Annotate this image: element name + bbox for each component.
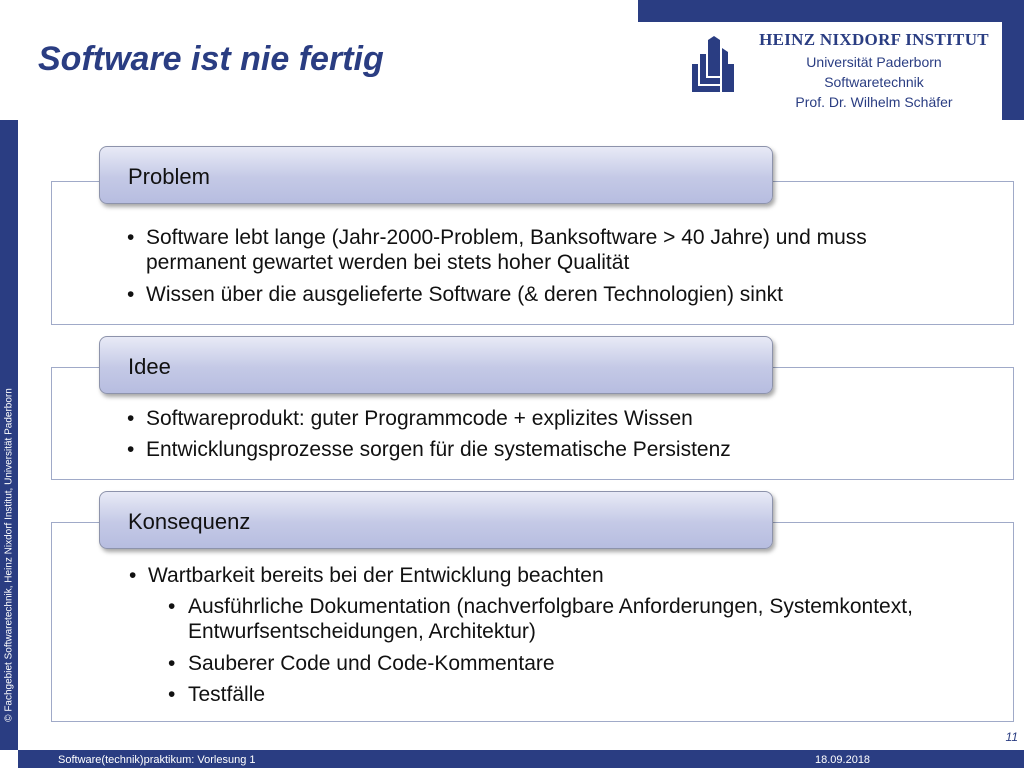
section-header-label: Konsequenz xyxy=(128,509,251,534)
sub-bullet-item xyxy=(168,651,948,676)
bullet-symbol: • xyxy=(127,283,135,306)
bullet-text: Software lebt lange (Jahr-2000-Problem, Banksoftware > 40 Jahre) und muss permanent gewartet werden bei stets hoher Qualität xyxy=(146,226,867,274)
institute-name: HEINZ NIXDORF INSTITUT xyxy=(759,30,989,49)
section-konsequenz-header xyxy=(99,491,773,549)
section-header-label: Problem xyxy=(128,164,210,189)
bullet-item xyxy=(127,282,987,307)
copyright-text: © Fachgebiet Softwaretechnik, Heinz Nixdorf Institut, Universität Paderborn xyxy=(3,388,15,722)
bullet-symbol: • xyxy=(168,652,176,675)
hni-logo-icon xyxy=(690,34,736,94)
bullet-text: Wissen über die ausgelieferte Software (& deren Technologien) sinkt xyxy=(146,283,783,306)
bullet-text: Softwareprodukt: guter Programmcode + explizites Wissen xyxy=(146,407,693,430)
professor-name: Prof. Dr. Wilhelm Schäfer xyxy=(795,94,953,110)
page-number: 11 xyxy=(1005,730,1018,744)
department-name: Softwaretechnik xyxy=(824,74,924,90)
sub-bullet-item xyxy=(168,594,948,644)
right-decor-strip xyxy=(1002,0,1024,120)
bullet-symbol: • xyxy=(127,226,135,249)
section-header-label: Idee xyxy=(128,354,171,379)
bullet-item xyxy=(129,563,989,588)
footer-course: Software(technik)praktikum: Vorlesung 1 xyxy=(58,754,256,766)
slide-title: Software ist nie fertig xyxy=(38,40,384,78)
section-problem-header xyxy=(99,146,773,204)
bullet-symbol: • xyxy=(129,564,137,587)
bullet-symbol: • xyxy=(127,407,135,430)
bullet-item xyxy=(127,225,967,275)
sub-bullet-text: Sauberer Code und Code-Kommentare xyxy=(188,652,555,675)
left-sidebar xyxy=(0,120,18,750)
bullet-symbol: • xyxy=(168,683,176,706)
sub-bullet-text: Testfälle xyxy=(188,683,266,706)
sub-bullet-text: Ausführliche Dokumentation (nachverfolgbare Anforderungen, Systemkontext, Entwurfsentscheidungen, Architektur) xyxy=(188,595,913,643)
bullet-item xyxy=(127,437,987,462)
top-decor-strip xyxy=(638,0,1024,22)
bullet-text: Entwicklungsprozesse sorgen für die systematische Persistenz xyxy=(146,438,731,461)
bullet-symbol: • xyxy=(127,438,135,461)
sub-bullet-item xyxy=(168,682,948,707)
university-name: Universität Paderborn xyxy=(806,54,942,70)
section-idee-header xyxy=(99,336,773,394)
institute-logo-block xyxy=(690,22,1002,118)
bullet-text: Wartbarkeit bereits bei der Entwicklung beachten xyxy=(148,564,604,587)
footer-date: 18.09.2018 xyxy=(815,754,871,766)
bullet-symbol: • xyxy=(168,595,176,618)
bullet-item xyxy=(127,406,987,431)
